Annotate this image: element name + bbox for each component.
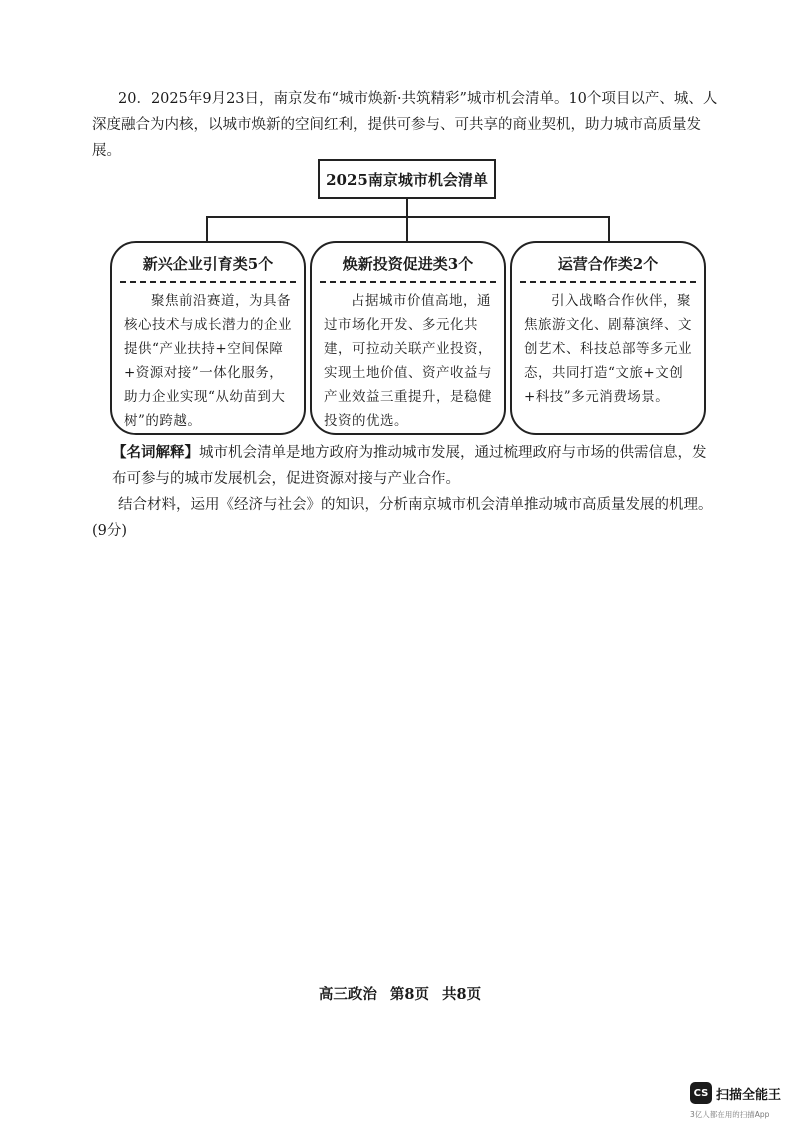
term-explanation-heading: 【名词解释】	[112, 444, 199, 461]
term-explanation	[112, 440, 720, 492]
intro-paragraph: 20．2025年9月23日，南京发布“城市焕新·共筑精彩”城市机会清单。10个项目以产、城、人深度融合为内核，以城市焕新的空间红利，提供可参与、可共享的商业契机，助力城市高质量发展。	[92, 91, 718, 159]
category-card-startup	[110, 241, 306, 435]
diagram-title-box	[318, 159, 496, 199]
card-title: 运营合作类2个	[557, 255, 659, 273]
card-body: 聚焦前沿赛道，为具备核心技术与成长潜力的企业提供“产业扶持+空间保障+资源对接”一体化服务，助力企业实现“从幼苗到大树”的跨越。	[124, 293, 292, 429]
card-body: 占据城市价值高地，通过市场化开发、多元化共建，可拉动关联产业投资，实现土地价值、资产收益与产业效益三重提升，是稳健投资的优选。	[324, 293, 492, 429]
page-footer: 高三政治 第8页 共8页	[318, 986, 482, 1003]
card-title: 焕新投资促进类3个	[342, 255, 474, 273]
connector-left	[206, 216, 208, 242]
connector-right	[608, 216, 610, 242]
diagram-title: 2025南京城市机会清单	[326, 170, 488, 189]
category-card-operation	[510, 241, 706, 435]
connector-trunk	[406, 199, 408, 217]
card-body: 引入战略合作伙伴，聚焦旅游文化、剧幕演绎、文创艺术、科技总部等多元业态，共同打造“文旅+文创+科技”多元消费场景。	[524, 293, 692, 405]
question-text: 结合材料，运用《经济与社会》的知识，分析南京城市机会清单推动城市高质量发展的机理。(9分)	[92, 497, 713, 539]
camscanner-logo-icon: CS	[690, 1082, 712, 1104]
watermark-tagline: 3亿人都在用的扫描App	[690, 1110, 770, 1119]
scanner-watermark	[690, 1082, 800, 1130]
connector-bar	[206, 216, 610, 218]
card-title: 新兴企业引育类5个	[142, 255, 274, 273]
connector-middle	[406, 216, 408, 242]
category-card-investment	[310, 241, 506, 435]
term-explanation-text: 城市机会清单是地方政府为推动城市发展，通过梳理政府与市场的供需信息，发布可参与的城市发展机会，促进资源对接与产业合作。	[112, 445, 707, 487]
watermark-app-name: 扫描全能王	[716, 1088, 782, 1103]
